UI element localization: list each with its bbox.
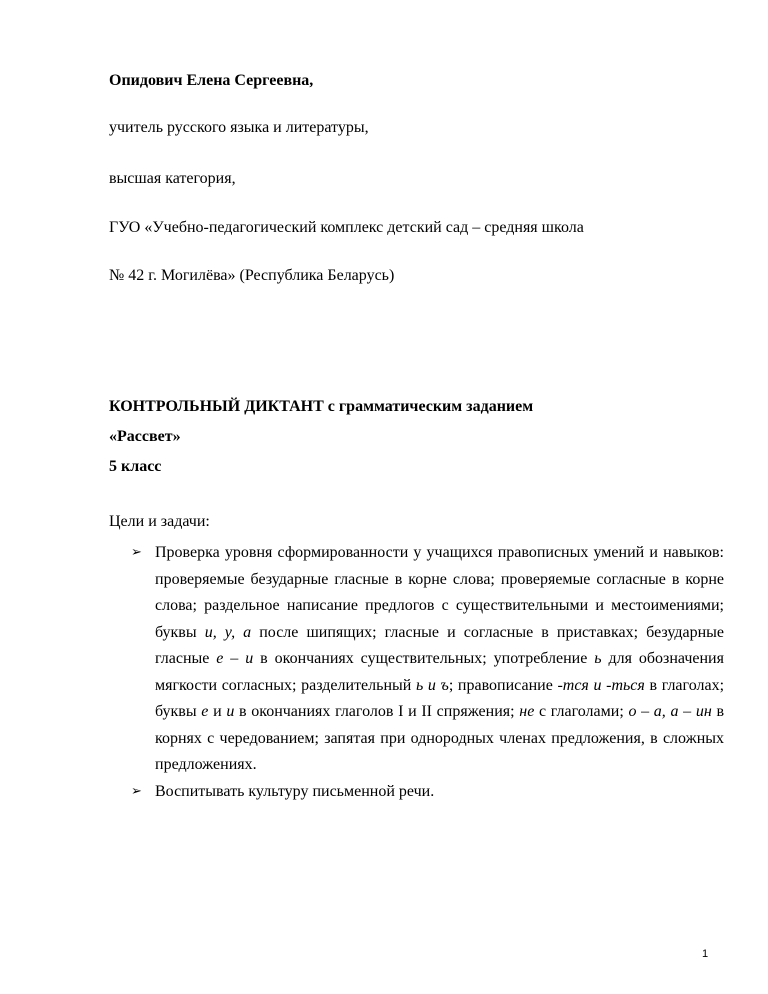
text-run: в глаголах; буквы [155, 676, 725, 720]
goal-text [155, 779, 724, 806]
dictation-heading-rest: с грамматическим заданием [323, 398, 534, 415]
author-position: учитель русского языка и литературы, [109, 119, 369, 136]
goal-text [155, 540, 724, 779]
goals-list-item [131, 540, 724, 779]
dictation-heading [109, 397, 533, 417]
italic-term: и [226, 703, 235, 720]
text-run: в окончаниях существительных; употребление [253, 650, 595, 667]
text-run: Проверка уровня сформированности у учащихся правописных умений и навыков: проверяемые безударные гласные в корне слова; проверяемые согласные в корне слова; раздельное написание предлогов с существительными и местоимениями; буквы [155, 544, 724, 641]
text-run: в корнях с чередованием; запятая при однородных членах предложения, в сложных предложениях. [155, 703, 725, 773]
goals-list-item [131, 779, 724, 806]
goals-list [131, 540, 724, 805]
text-run: Воспитывать культуру письменной речи. [155, 782, 435, 800]
italic-term: ь [594, 650, 602, 667]
text-run: и [208, 703, 227, 720]
text-run: в окончаниях глаголов I и II спряжения; [234, 703, 520, 720]
dictation-title: «Рассвет» [109, 428, 181, 445]
italic-term: и, у, а [204, 623, 252, 641]
text-run: с глаголами; [534, 703, 629, 720]
dictation-heading-main: КОНТРОЛЬНЫЙ ДИКТАНТ [109, 398, 324, 415]
grade-label: 5 класс [109, 458, 162, 475]
author-name: Опидович Елена Сергеевна, [109, 72, 314, 89]
school-line-1: ГУО «Учебно-педагогический комплекс детский сад – средняя школа [109, 219, 584, 236]
school-line-2: № 42 г. Могилёва» (Республика Беларусь) [109, 267, 395, 284]
arrow-bullet-icon: ➢ [131, 545, 142, 560]
page-number: 1 [702, 948, 709, 960]
italic-term: о – а, а – ин [628, 703, 712, 720]
text-run: для обозначения мягкости согласных; разделительный [155, 650, 724, 694]
italic-term: -тся и -ться [557, 676, 645, 694]
italic-term: не [519, 703, 535, 720]
arrow-bullet-icon: ➢ [131, 783, 142, 799]
italic-term: е [201, 703, 209, 720]
goals-label: Цели и задачи: [109, 513, 210, 530]
text-run: после шипящих; гласные и согласные в приставках; безударные гласные [155, 623, 724, 667]
author-category: высшая категория, [109, 170, 236, 187]
text-run: ; правописание [448, 676, 558, 694]
italic-term: е – и [216, 650, 254, 667]
italic-term: ь и ъ [415, 676, 449, 694]
